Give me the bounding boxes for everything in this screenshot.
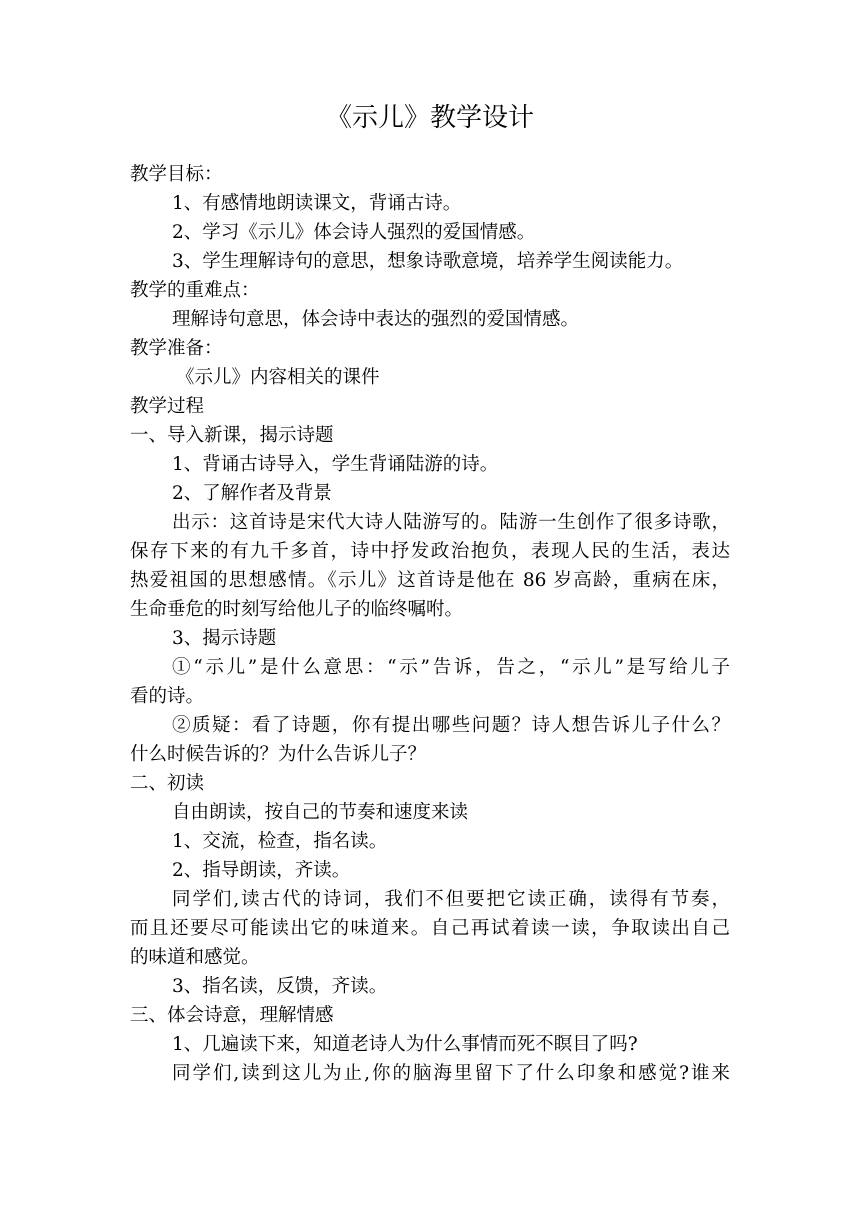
text-line: 1、背诵古诗导入，学生背诵陆游的诗。: [172, 454, 499, 475]
text-line: 的味道和感觉。: [130, 947, 260, 968]
text-line: 教学的重难点：: [130, 280, 260, 301]
text-line: ②质疑：看了诗题，你有提出哪些问题？诗人想告诉儿子什么？: [172, 715, 730, 736]
text-line: 《示儿》内容相关的课件: [176, 367, 380, 388]
text-line: 同学们,读到这儿为止,你的脑海里留下了什么印象和感觉?谁来: [172, 1063, 730, 1084]
text-line: 2、指导朗读，齐读。: [172, 860, 351, 881]
text-line: 教学目标：: [130, 164, 223, 185]
text-line: 二、初读: [130, 773, 205, 794]
text-line: 看的诗。: [130, 686, 205, 707]
text-line: 生命垂危的时刻写给他儿子的临终嘱咐。: [130, 599, 464, 620]
text-line: 教学准备：: [130, 338, 223, 359]
text-line: 3、学生理解诗句的意思，想象诗歌意境，培养学生阅读能力。: [172, 251, 684, 272]
text-line: 保存下来的有九千多首，诗中抒发政治抱负，表现人民的生活，表达: [130, 541, 730, 562]
text-line: 1、有感情地朗读课文，背诵古诗。: [172, 193, 462, 214]
text-line: 2、了解作者及背景: [172, 483, 332, 504]
text-line: 教学过程: [130, 396, 205, 417]
text-line: 理解诗句意思，体会诗中表达的强烈的爱国情感。: [172, 309, 580, 330]
text-line: 一、导入新课，揭示诗题: [130, 425, 334, 446]
text-line: 自由朗读，按自己的节奏和速度来读: [172, 802, 469, 823]
text-line: 1、交流，检查，指名读。: [172, 831, 388, 852]
text-line: ①“示儿”是什么意思：“示”告诉，告之，“示儿”是写给儿子: [172, 657, 730, 678]
text-line: 3、指名读，反馈，齐读。: [172, 976, 388, 997]
text-line: 2、学习《示儿》体会诗人强烈的爱国情感。: [172, 222, 536, 243]
document-body: [130, 160, 730, 1088]
text-line: 热爱祖国的思想感情。《示儿》这首诗是他在 86 岁高龄，重病在床，: [130, 570, 730, 591]
text-line: 而且还要尽可能读出它的味道来。自己再试着读一读，争取读出自己: [130, 918, 730, 939]
text-line: 出示：这首诗是宋代大诗人陆游写的。陆游一生创作了很多诗歌，: [172, 512, 730, 533]
text-line: 3、揭示诗题: [172, 628, 277, 649]
text-line: 同学们,读古代的诗词，我们不但要把它读正确，读得有节奏，: [172, 889, 730, 910]
text-line: 三、体会诗意，理解情感: [130, 1005, 334, 1026]
document-title: 《示儿》教学设计: [325, 103, 534, 133]
text-line: 1、几遍读下来，知道老诗人为什么事情而死不瞑目了吗?: [172, 1034, 638, 1055]
text-line: 什么时候告诉的？为什么告诉儿子？: [130, 744, 427, 765]
